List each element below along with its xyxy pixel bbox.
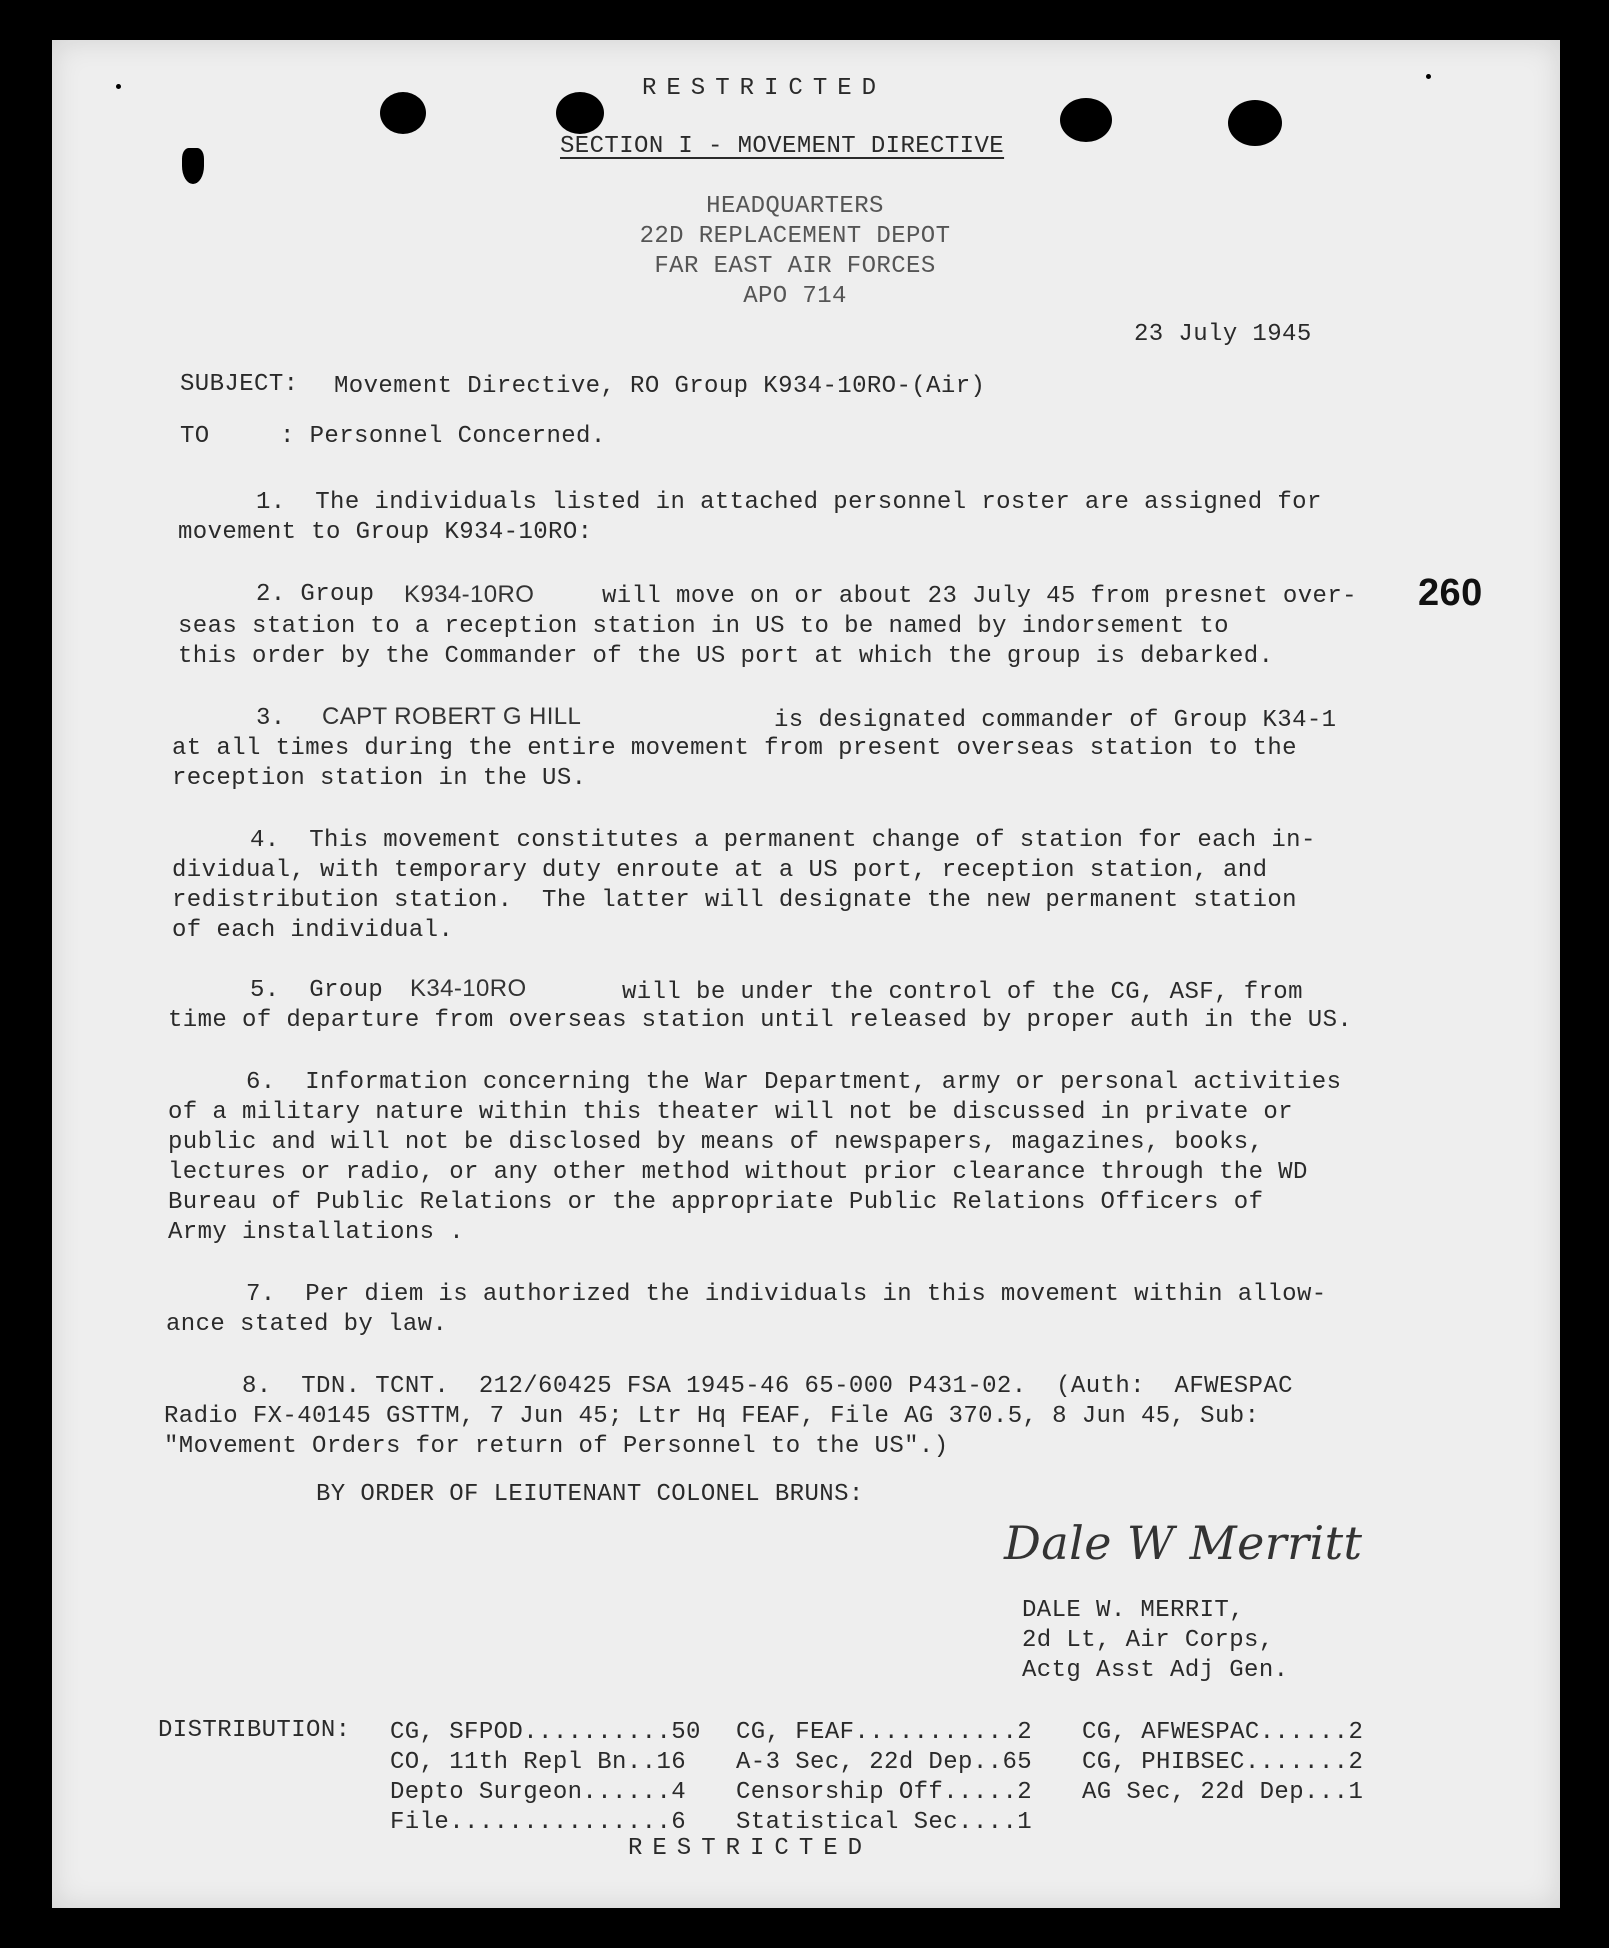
- signer-title: Actg Asst Adj Gen.: [1022, 1657, 1289, 1684]
- signer-name: DALE W. MERRIT,: [1022, 1597, 1245, 1624]
- paragraph-5-rest: will be under the control of the CG, ASF, from: [622, 979, 1303, 1006]
- paragraph-7-line-1: 7. Per diem is authorized the individuals in this movement within allow-: [246, 1281, 1327, 1308]
- paragraph-6-line-1: 6. Information concerning the War Department, army or personal activities: [246, 1069, 1342, 1096]
- ink-speck: [182, 148, 204, 184]
- paragraph-6-line-4: lectures or radio, or any other method without prior clearance through the WD: [168, 1159, 1308, 1186]
- paragraph-4-line-4: of each individual.: [172, 917, 454, 944]
- hq-line-2: 22D REPLACEMENT DEPOT: [639, 223, 951, 250]
- paragraph-8-line-2: Radio FX-40145 GSTTM, 7 Jun 45; Ltr Hq FEAF, File AG 370.5, 8 Jun 45, Sub:: [164, 1403, 1260, 1430]
- distribution-col3-row1: CG, AFWESPAC......2: [1082, 1719, 1364, 1746]
- distribution-col2-row4: Statistical Sec....1: [736, 1809, 1033, 1836]
- paragraph-5-lead: 5. Group: [250, 977, 384, 1004]
- distribution-label: DISTRIBUTION:: [158, 1717, 351, 1744]
- distribution-col3-row3: AG Sec, 22d Dep...1: [1082, 1779, 1364, 1806]
- classification-top: RESTRICTED: [642, 75, 887, 102]
- distribution-col2-row1: CG, FEAF...........2: [736, 1719, 1033, 1746]
- paragraph-5-group: K34-10RO: [410, 975, 527, 1002]
- paragraph-4-line-3: redistribution station. The latter will designate the new permanent station: [172, 887, 1297, 914]
- distribution-col1-row4: File...............6: [390, 1809, 687, 1836]
- punch-hole-right-2: [1228, 100, 1282, 146]
- signer-rank: 2d Lt, Air Corps,: [1022, 1627, 1274, 1654]
- paragraph-3-lead: 3.: [256, 705, 286, 732]
- punch-hole-center: [556, 92, 604, 134]
- paragraph-2-rest: will move on or about 23 July 45 from presnet over-: [602, 583, 1357, 610]
- paragraph-8-line-1: 8. TDN. TCNT. 212/60425 FSA 1945-46 65-000 P431-02. (Auth: AFWESPAC: [242, 1373, 1293, 1400]
- ink-dot: [1426, 74, 1431, 79]
- to-value: : Personnel Concerned.: [280, 423, 606, 450]
- distribution-col2-row3: Censorship Off.....2: [736, 1779, 1033, 1806]
- hq-line-4: APO 714: [743, 283, 847, 310]
- paragraph-1-line-2: movement to Group K934-10RO:: [178, 519, 593, 546]
- paragraph-2-line-2: seas station to a reception station in US to be named by indorsement to: [178, 613, 1229, 640]
- paragraph-6-line-3: public and will not be disclosed by means of newspapers, magazines, books,: [168, 1129, 1264, 1156]
- punch-hole-right-1: [1060, 98, 1112, 142]
- paragraph-6-line-5: Bureau of Public Relations or the appropriate Public Relations Officers of: [168, 1189, 1264, 1216]
- distribution-col1-row1: CG, SFPOD..........50: [390, 1719, 701, 1746]
- page-number-stamp: 260: [1418, 572, 1483, 614]
- document-page: [52, 40, 1560, 1908]
- ink-dot: [116, 84, 121, 89]
- paragraph-6-line-6: Army installations .: [168, 1219, 465, 1246]
- to-label: TO: [180, 423, 210, 450]
- distribution-col3-row2: CG, PHIBSEC.......2: [1082, 1749, 1364, 1776]
- section-title: SECTION I - MOVEMENT DIRECTIVE: [560, 133, 1005, 160]
- paragraph-3-commander: CAPT ROBERT G HILL: [322, 703, 582, 730]
- hq-line-1: HEADQUARTERS: [706, 193, 884, 220]
- paragraph-7-line-2: ance stated by law.: [166, 1311, 448, 1338]
- hq-line-3: FAR EAST AIR FORCES: [654, 253, 936, 280]
- paragraph-2-group: K934-10RO: [404, 581, 535, 608]
- order-line: BY ORDER OF LEIUTENANT COLONEL BRUNS:: [316, 1481, 864, 1508]
- subject-value: Movement Directive, RO Group K934-10RO-(Air): [334, 373, 986, 400]
- handwritten-signature: Dale W Merritt: [1004, 1516, 1363, 1570]
- distribution-col1-row2: CO, 11th Repl Bn..16: [390, 1749, 687, 1776]
- document-date: 23 July 1945: [1134, 321, 1312, 348]
- paragraph-3-rest: is designated commander of Group K34-1: [774, 707, 1337, 734]
- paragraph-3-line-2: at all times during the entire movement from present overseas station to the: [172, 735, 1297, 762]
- punch-hole-left: [380, 92, 426, 134]
- paragraph-2-line-3: this order by the Commander of the US port at which the group is debarked.: [178, 643, 1274, 670]
- subject-label: SUBJECT:: [180, 371, 299, 398]
- classification-bottom: RESTRICTED: [628, 1835, 873, 1862]
- paragraph-8-line-3: "Movement Orders for return of Personnel to the US".): [164, 1433, 949, 1460]
- paragraph-1-line-1: 1. The individuals listed in attached personnel roster are assigned for: [256, 489, 1322, 516]
- paragraph-4-line-1: 4. This movement constitutes a permanent change of station for each in-: [250, 827, 1316, 854]
- paragraph-6-line-2: of a military nature within this theater will not be discussed in private or: [168, 1099, 1293, 1126]
- paragraph-3-line-3: reception station in the US.: [172, 765, 587, 792]
- paragraph-5-line-2: time of departure from overseas station until released by proper auth in the US.: [168, 1007, 1353, 1034]
- paragraph-2-lead: 2. Group: [256, 581, 375, 608]
- distribution-col2-row2: A-3 Sec, 22d Dep..65: [736, 1749, 1033, 1776]
- paragraph-4-line-2: dividual, with temporary duty enroute at a US port, reception station, and: [172, 857, 1268, 884]
- distribution-col1-row3: Depto Surgeon......4: [390, 1779, 687, 1806]
